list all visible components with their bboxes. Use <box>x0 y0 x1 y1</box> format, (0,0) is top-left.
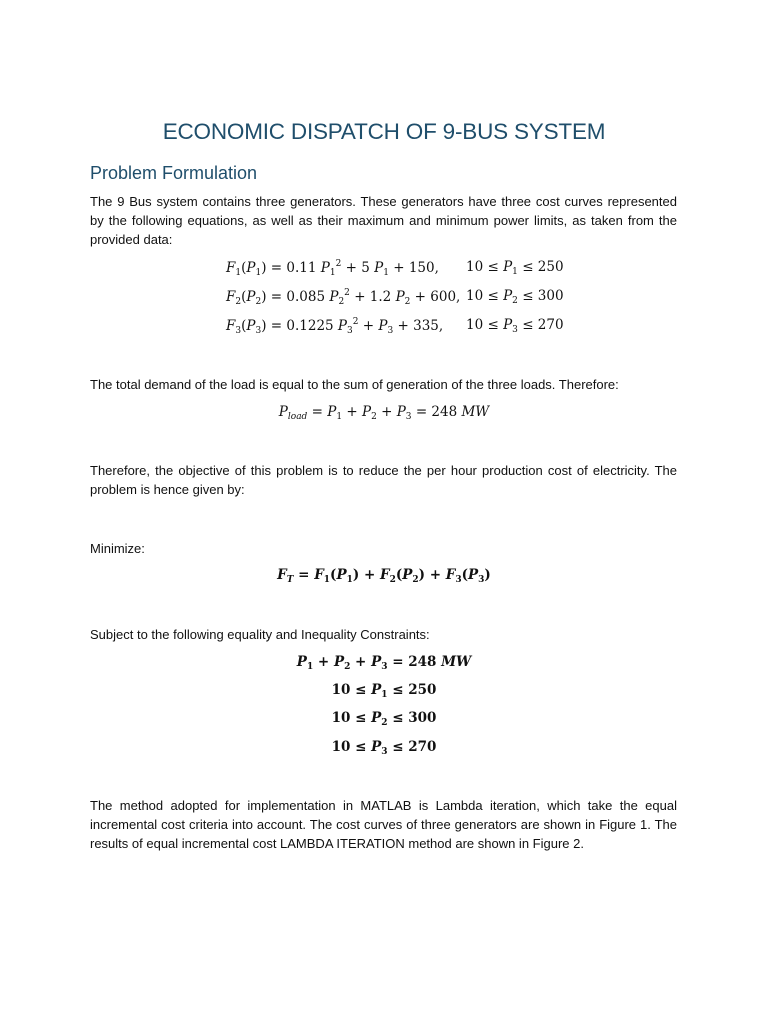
page-title: ECONOMIC DISPATCH OF 9-BUS SYSTEM <box>162 119 606 144</box>
cost-limit-2: $10 \le P_2 \le 300$ <box>466 288 564 306</box>
cost-equation-3-rhs: 0.1225 $P_3^2 + P_3 + 335$, <box>286 317 444 336</box>
objective-paragraph: Therefore, the objective of this problem is to reduce the per hour production cost of electricity. The problem is hence given by: <box>90 463 677 497</box>
cost-equation-1: $F_1(P_1) = 0.11$ $P_1^2 + 5$ $P_1 + 150$, <box>226 259 439 278</box>
constraint-p3: $10 \le P_3 \le 270$ <box>331 739 437 757</box>
load-equation: $P_{load} = P_1 + P_2 + P_3 = 248$ MW <box>278 404 490 422</box>
method-paragraph: The method adopted for implementation in MATLAB is Lambda iteration, which take the equal incremental cost criteria into account. The cost curves of three generators are shown in Figure 1. The results of equal incremental cost LAMBDA ITERATION method are shown in Figure 2. <box>90 798 677 851</box>
cost-limit-1: $10 \le P_1 \le 250$ <box>466 259 564 277</box>
constraints-paragraph: Subject to the following equality and Inequality Constraints: <box>90 627 430 642</box>
cost-equation-3: $F_3(P_3) = 0.1225$ $P_3^2 + P_3 + 335$, <box>226 317 444 336</box>
constraint-equality: $P_1 + P_2 + P_3 = 248$ MW <box>296 654 472 672</box>
constraint-p2: $10 \le P_2 \le 300$ <box>331 710 437 728</box>
load-demand-paragraph: The total demand of the load is equal to the sum of generation of the three loads. Therefore: <box>90 377 619 392</box>
cost-limit-3: $10 \le P_3 \le 270$ <box>466 317 564 335</box>
objective-function: $F_T = F_1(P_1) + F_2(P_2) + F_3(P_3)$ <box>277 567 491 585</box>
cost-equation-1-rhs: 0.11 $P_1^2 + 5$ $P_1 + 150$, <box>286 259 439 278</box>
cost-equation-2-rhs: 0.085 $P_2^2 + 1.2$ $P_2 + 600$, <box>286 288 461 307</box>
constraint-p1: $10 \le P_1 \le 250$ <box>331 682 437 700</box>
cost-equation-2: $F_2(P_2) = 0.085$ $P_2^2 + 1.2$ $P_2 + 600$, <box>226 288 461 307</box>
section-heading: Problem Formulation <box>90 163 258 183</box>
intro-paragraph: The 9 Bus system contains three generators. These generators have three cost curves represented by the following equations, as well as their maximum and minimum power limits, as taken from the provided data: <box>90 194 677 247</box>
minimize-label: Minimize: <box>90 541 145 556</box>
